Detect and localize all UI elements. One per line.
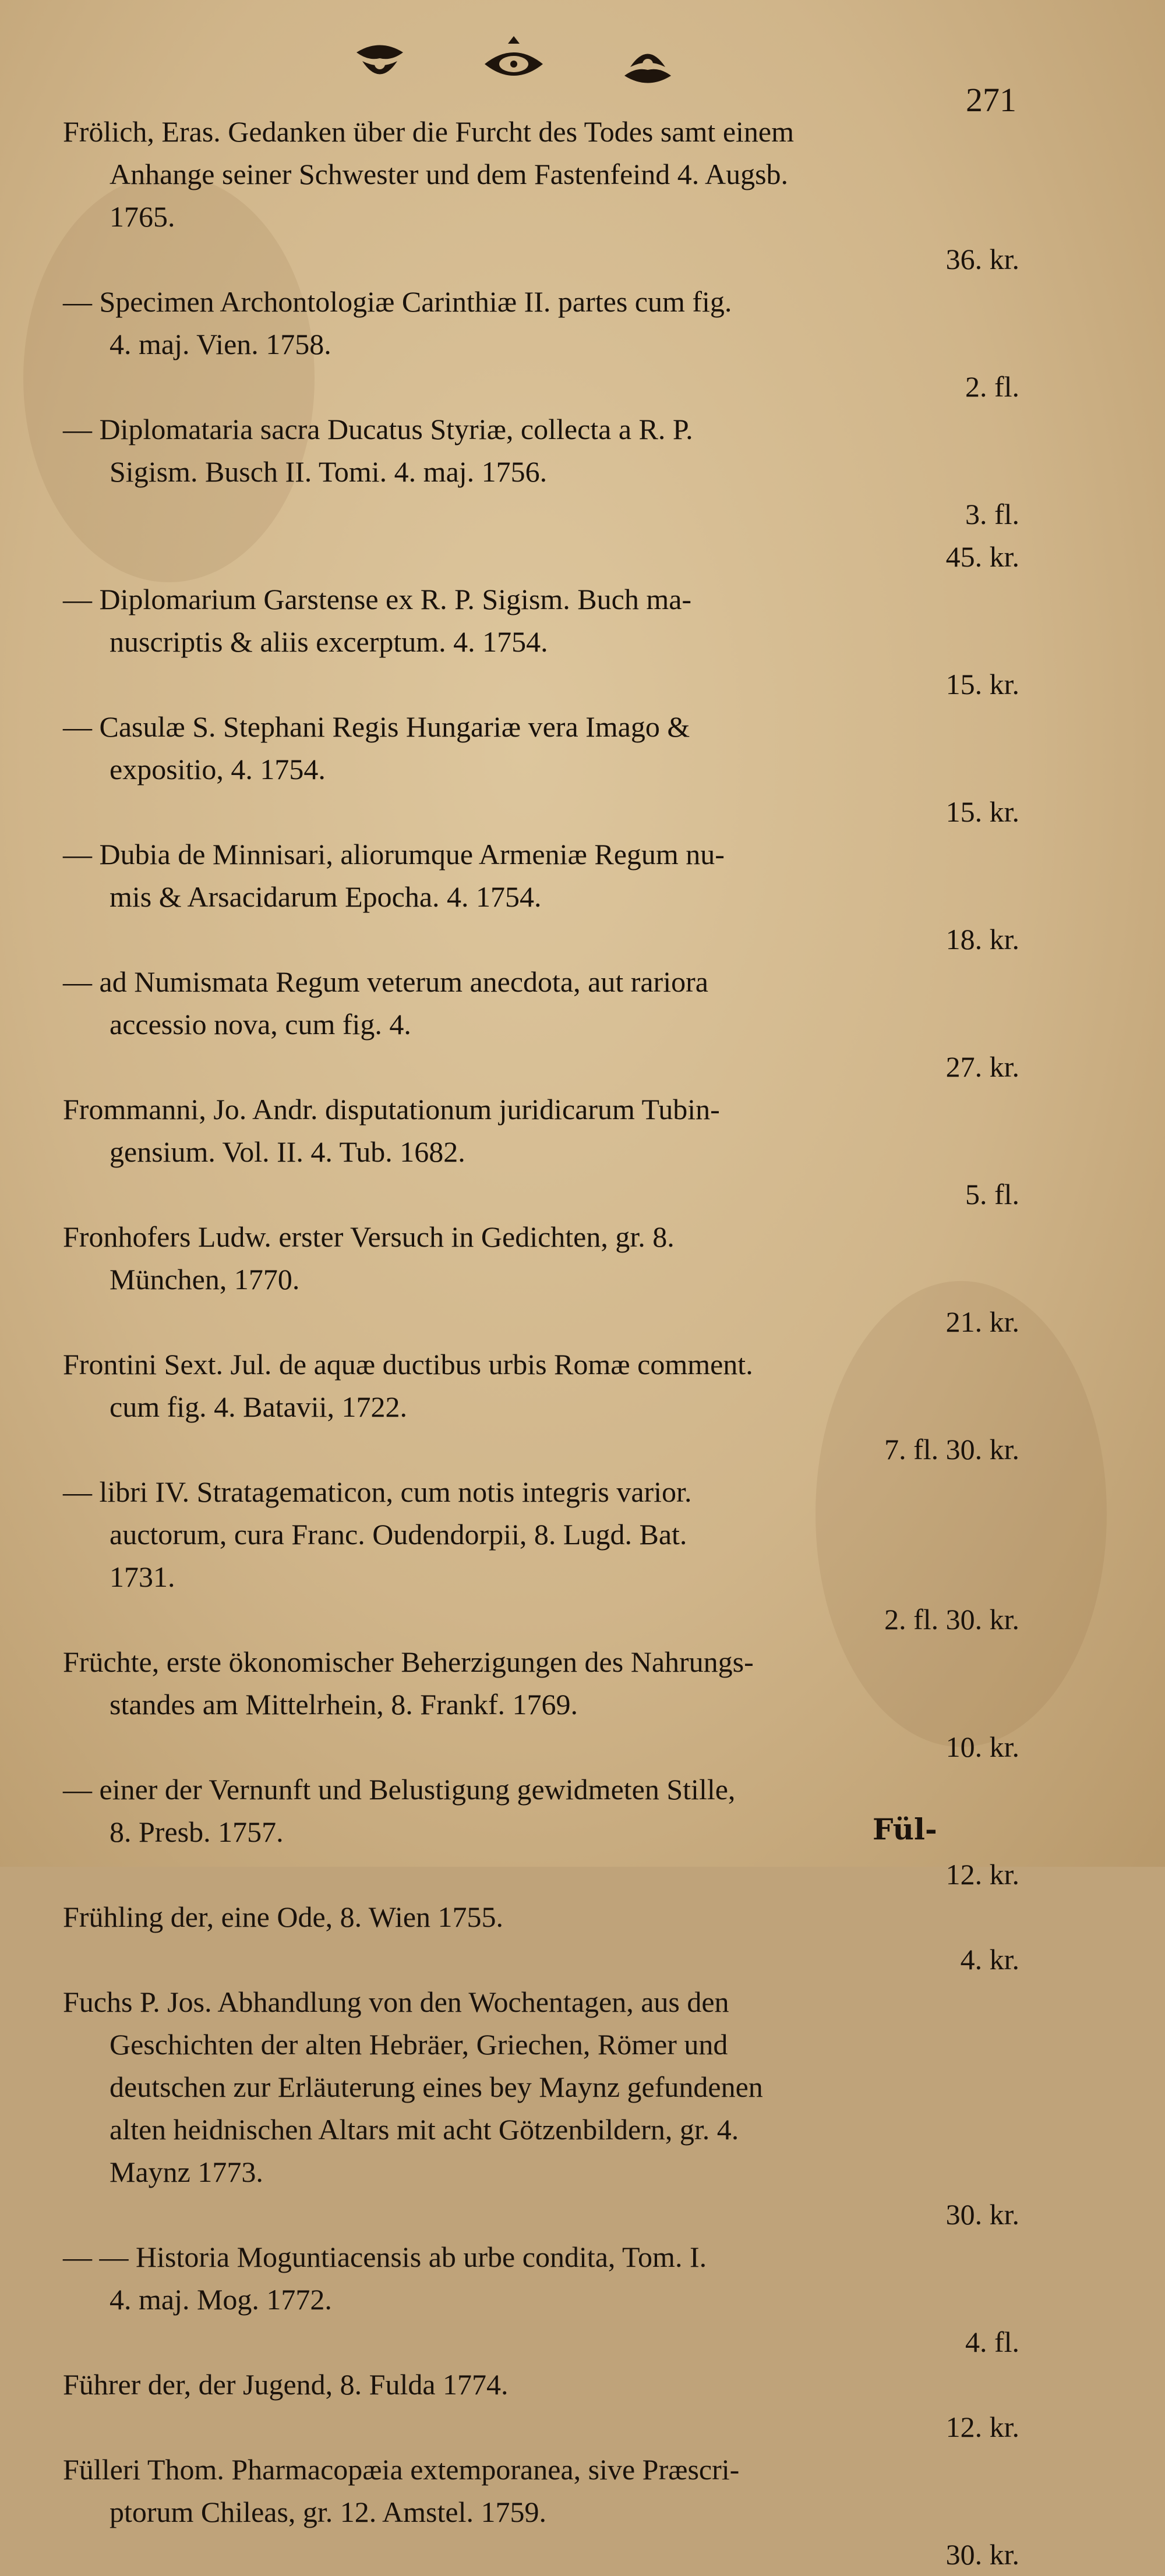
entry-price: 27. kr.: [945, 1050, 1019, 1083]
entry-continuation-line: 1731.: [110, 1561, 175, 1593]
entry-price: 21. kr.: [945, 1305, 1019, 1338]
entry-heading-line: — ad Numismata Regum veterum anecdota, aut rariora: [63, 965, 708, 998]
entry-continuation-line: gensium. Vol. II. 4. Tub. 1682.: [110, 1135, 465, 1168]
catalog-entry: [63, 1471, 1024, 1641]
entry-heading-line: Fülleri Thom. Pharmacopæia extemporanea, sive Præscri-: [63, 2453, 740, 2486]
entry-price: 15. kr.: [945, 668, 1019, 700]
entry-heading-line: — Dubia de Minnisari, aliorumque Armeniæ Regum nu-: [63, 838, 725, 871]
entry-price: 30. kr.: [945, 2538, 1019, 2571]
catalog-entry: [63, 1896, 1024, 1981]
catalog-entry: [63, 1641, 1024, 1768]
entry-price: 5. fl.: [965, 1178, 1019, 1211]
entry-heading-line: — — Historia Moguntiacensis ab urbe condita, Tom. I.: [63, 2241, 707, 2273]
entry-heading-line: Fuchs P. Jos. Abhandlung von den Wochentagen, aus den: [63, 1986, 729, 2018]
catalog-entry: [63, 1088, 1024, 1216]
entry-continuation-line: accessio nova, cum fig. 4.: [110, 1008, 411, 1041]
entry-price: 10. kr.: [945, 1731, 1019, 1763]
fleuron-center-icon: [479, 35, 549, 93]
entry-heading-line: Fronhofers Ludw. erster Versuch in Gedichten, gr. 8.: [63, 1220, 675, 1253]
entry-heading-line: Früchte, erste ökonomischer Beherzigungen des Nahrungs-: [63, 1646, 754, 1678]
entry-continuation-line: nuscriptis & aliis excerptum. 4. 1754.: [110, 625, 548, 658]
entry-heading-line: — Specimen Archontologiæ Carinthiæ II. partes cum fig.: [63, 285, 732, 318]
entry-price: 2. fl. 30. kr.: [884, 1603, 1019, 1636]
catalog-entries: [63, 111, 1024, 2576]
entry-continuation-line: 1765.: [110, 200, 175, 233]
entry-continuation-line: München, 1770.: [110, 1263, 300, 1296]
entry-price: 4. fl.: [965, 2326, 1019, 2358]
page-number: 271: [966, 81, 1016, 119]
catalog-entry: [63, 1981, 1024, 2236]
catchword: Fül-: [873, 1812, 937, 1846]
entry-heading-line: Führer der, der Jugend, 8. Fulda 1774.: [63, 2368, 509, 2401]
entry-heading-line: — Casulæ S. Stephani Regis Hungariæ vera Imago &: [63, 710, 690, 743]
entry-continuation-line: Maynz 1773.: [110, 2156, 263, 2188]
catalog-entry: [63, 833, 1024, 961]
entry-price: 7. fl. 30. kr.: [884, 1433, 1019, 1466]
catalog-entry: [63, 2363, 1024, 2448]
fleuron-left-icon: [345, 35, 415, 93]
catalog-entry: [63, 281, 1024, 408]
entry-continuation-line: 8. Presb. 1757.: [110, 1816, 284, 1848]
entry-continuation-line: auctorum, cura Franc. Oudendorpii, 8. Lugd. Bat.: [110, 1518, 687, 1551]
entry-heading-line: — libri IV. Stratagematicon, cum notis integris varior.: [63, 1475, 692, 1508]
entry-continuation-line: standes am Mittelrhein, 8. Frankf. 1769.: [110, 1688, 578, 1721]
entry-continuation-line: Anhange seiner Schwester und dem Fastenfeind 4. Augsb.: [110, 158, 789, 190]
entry-heading-line: — Diplomataria sacra Ducatus Styriæ, collecta a R. P.: [63, 413, 693, 445]
entry-price: 15. kr.: [945, 795, 1019, 828]
entry-price: 18. kr.: [945, 923, 1019, 956]
entry-price: 2. fl.: [965, 370, 1019, 403]
entry-price: 30. kr.: [945, 2198, 1019, 2231]
catalog-entry: [63, 578, 1024, 706]
entry-price: 3. fl.: [965, 498, 1019, 530]
catalog-entry: [63, 1343, 1024, 1471]
entry-continuation-line: ptorum Chileas, gr. 12. Amstel. 1759.: [110, 2496, 546, 2528]
entry-heading-line: Frühling der, eine Ode, 8. Wien 1755.: [63, 1901, 504, 1933]
catalog-entry: [63, 961, 1024, 1088]
catalog-entry: [63, 2236, 1024, 2363]
entry-heading-line: Frölich, Eras. Gedanken über die Furcht des Todes samt einem: [63, 115, 794, 148]
catalog-entry: [63, 1216, 1024, 1343]
catalog-entry: [63, 111, 1024, 281]
fleuron-right-icon: [613, 35, 683, 93]
entry-price: 12. kr.: [945, 2411, 1019, 2443]
entry-continuation-line: deutschen zur Erläuterung eines bey Maynz gefundenen: [110, 2071, 763, 2103]
entry-continuation-line: 4. maj. Vien. 1758.: [110, 328, 331, 360]
entry-continuation-line: Sigism. Busch II. Tomi. 4. maj. 1756.: [110, 455, 548, 488]
entry-continuation-line: Geschichten der alten Hebräer, Griechen, Römer und: [110, 2028, 728, 2061]
catalog-entry: [63, 536, 1024, 578]
catalog-entry: [63, 706, 1024, 833]
entry-heading-line: — Diplomarium Garstense ex R. P. Sigism. Buch ma-: [63, 583, 692, 615]
entry-continuation-line: expositio, 4. 1754.: [110, 753, 326, 785]
page-header: [0, 29, 1165, 119]
entry-heading-line: — einer der Vernunft und Belustigung gewidmeten Stille,: [63, 1773, 736, 1806]
entry-continuation-line: 4. maj. Mog. 1772.: [110, 2283, 332, 2316]
catalog-entry: [63, 408, 1024, 536]
entry-continuation-line: cum fig. 4. Batavii, 1722.: [110, 1390, 408, 1423]
entry-continuation-line: mis & Arsacidarum Epocha. 4. 1754.: [110, 880, 542, 913]
entry-price: 36. kr.: [945, 243, 1019, 275]
entry-price: 12. kr.: [945, 1858, 1019, 1891]
entry-continuation-line: alten heidnischen Altars mit acht Götzenbildern, gr. 4.: [110, 2113, 739, 2146]
entry-heading-line: Frontini Sext. Jul. de aquæ ductibus urbis Romæ comment.: [63, 1348, 753, 1381]
entry-heading-line: Frommanni, Jo. Andr. disputationum juridicarum Tubin-: [63, 1093, 720, 1126]
catalog-entry: [63, 2448, 1024, 2576]
entry-price: 45. kr.: [945, 540, 1019, 573]
entry-price: 4. kr.: [960, 1943, 1019, 1976]
